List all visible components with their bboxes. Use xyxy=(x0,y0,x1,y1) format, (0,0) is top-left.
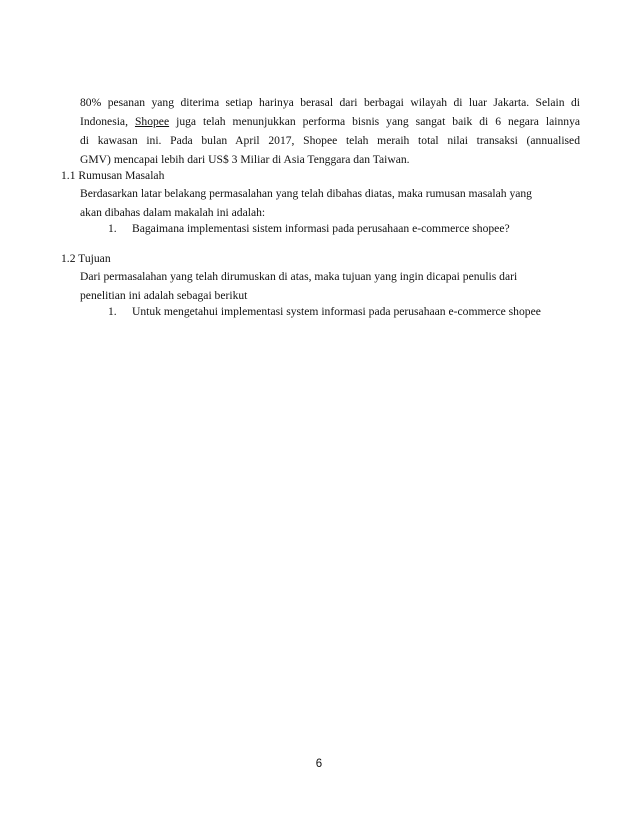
page-number: 6 xyxy=(315,758,323,770)
tujuan-list-item xyxy=(108,302,541,321)
list-item-text: Untuk mengetahui implementasi system informasi pada perusahaan e-commerce shopee xyxy=(132,305,541,318)
rumusan-masalah-line-1: Berdasarkan latar belakang permasalahan yang telah dibahas diatas, maka rumusan masalah yang xyxy=(80,187,532,200)
tujuan-body xyxy=(80,267,580,305)
intro-line-4: GMV) mencapai lebih dari US$ 3 Miliar di Asia Tenggara dan Taiwan. xyxy=(80,153,410,166)
intro-line-2-pre: Indonesia, xyxy=(80,115,135,128)
intro-line-2 xyxy=(80,112,580,131)
tujuan-line-1: Dari permasalahan yang telah dirumuskan di atas, maka tujuan yang ingin dicapai penulis dari xyxy=(80,270,518,283)
shopee-underlined-word: Shopee xyxy=(134,115,170,128)
intro-line-2-post: juga telah menunjukkan performa bisnis yang sangat baik di 6 negara lainnya xyxy=(169,115,581,128)
intro-line-3: di kawasan ini. Pada bulan April 2017, Shopee telah meraih total nilai transaksi (annualised xyxy=(80,134,580,147)
intro-paragraph xyxy=(80,93,580,169)
rumusan-masalah-line-2: akan dibahas dalam makalah ini adalah: xyxy=(80,206,266,219)
tujuan-line-2: penelitian ini adalah sebagai berikut xyxy=(80,289,248,302)
intro-line-1: 80% pesanan yang diterima setiap harinya berasal dari berbagai wilayah di luar Jakarta. Selain di xyxy=(80,96,580,109)
section-heading-tujuan: 1.2 Tujuan xyxy=(61,252,111,265)
rumusan-masalah-body xyxy=(80,184,580,222)
list-item-text: Bagaimana implementasi sistem informasi pada perusahaan e-commerce shopee? xyxy=(132,222,510,235)
section-heading-rumusan-masalah: 1.1 Rumusan Masalah xyxy=(61,169,165,182)
rumusan-masalah-list-item xyxy=(108,219,510,238)
list-number: 1. xyxy=(108,222,117,235)
list-number: 1. xyxy=(108,305,117,318)
